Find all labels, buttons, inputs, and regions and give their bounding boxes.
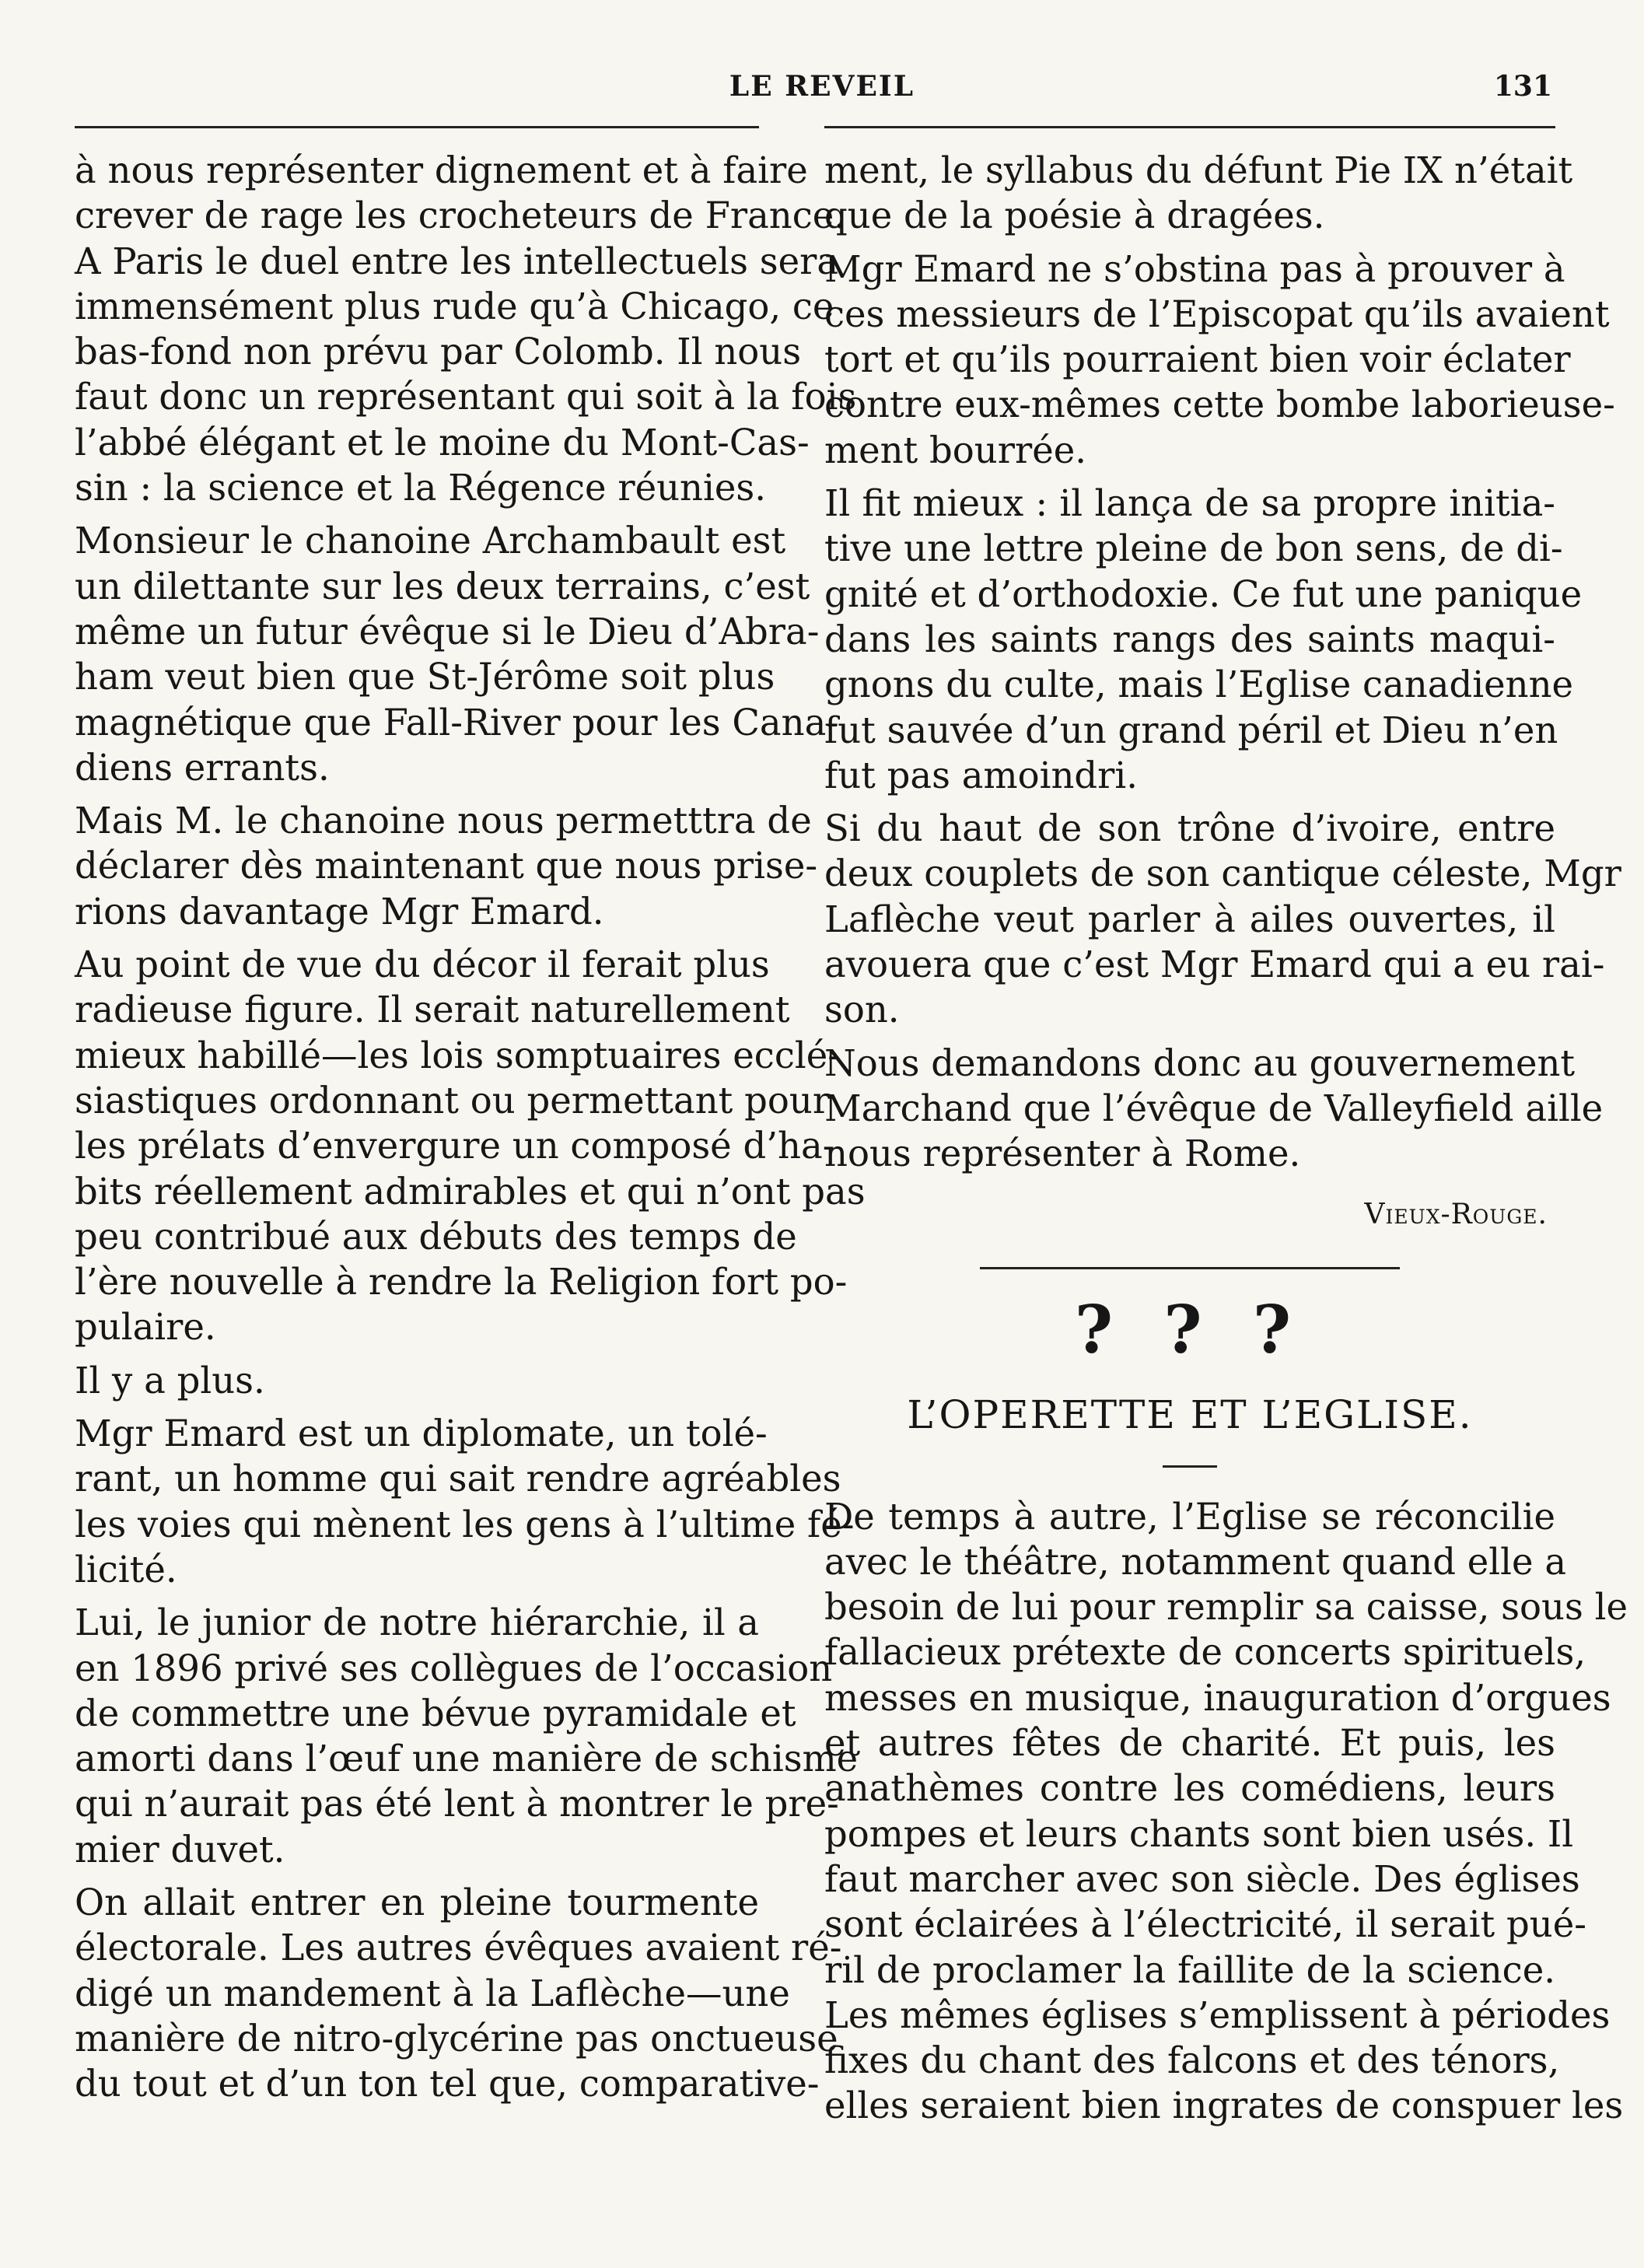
text-line: peu contribué aux débuts des temps de — [75, 1215, 797, 1258]
text-line: pompes et leurs chants sont bien usés. Il — [824, 1812, 1574, 1855]
paragraph — [824, 806, 1621, 1032]
text-line: un dilettante sur les deux terrains, c’est — [75, 565, 810, 607]
text-line: sin : la science et la Régence réunies. — [75, 467, 767, 509]
text-line: déclarer dès maintenant que nous prise- — [75, 845, 818, 887]
text-line: bits réellement admirables et qui n’ont pas — [75, 1170, 866, 1213]
paragraph — [824, 1041, 1604, 1177]
text-line: messes en musique, inauguration d’orgues — [824, 1676, 1611, 1719]
text-line: Il fit mieux : il lança de sa propre initia- — [824, 482, 1555, 525]
section-divider — [980, 1267, 1400, 1269]
text-line: dans les saints rangs des saints maqui- — [824, 618, 1555, 660]
text-line: Marchand que l’évêque de Valleyfield aille — [824, 1087, 1604, 1129]
paragraph — [824, 148, 1573, 239]
text-line: même un futur évêque si le Dieu d’Abra- — [75, 610, 820, 653]
text-line: faut marcher avec son siècle. Des églises — [824, 1857, 1580, 1900]
text-line: radieuse figure. Il serait naturellement — [75, 989, 790, 1031]
text-line: fallacieux prétexte de concerts spirituels, — [824, 1631, 1586, 1674]
text-line: diens errants. — [75, 746, 330, 789]
text-line: fut sauvée d’un grand péril et Dieu n’en — [824, 709, 1558, 751]
right-column — [824, 148, 1628, 2129]
text-line: rions davantage Mgr Emard. — [75, 890, 604, 933]
text-line: Au point de vue du décor il ferait plus — [75, 943, 770, 986]
text-line: avouera que c’est Mgr Emard qui a eu rai- — [824, 943, 1605, 986]
text-line: les prélats d’envergure un composé d’ha- — [75, 1125, 835, 1167]
text-line: De temps à autre, l’Eglise se réconcilie — [824, 1495, 1555, 1538]
text-line: sont éclairées à l’électricité, il serait pué- — [824, 1903, 1586, 1946]
text-line: et autres fêtes de charité. Et puis, les — [824, 1722, 1555, 1765]
text-line: qui n’aurait pas été lent à montrer le pre- — [75, 1783, 839, 1825]
text-line: Mais M. le chanoine nous permetttra de — [75, 800, 812, 842]
text-line: rant, un homme qui sait rendre agréables — [75, 1458, 841, 1500]
text-line: Monsieur le chanoine Archambault est — [75, 520, 786, 562]
paragraph — [75, 1600, 859, 1872]
text-line: l’abbé élégant et le moine du Mont-Cas- — [75, 421, 810, 464]
left-column — [75, 148, 866, 2106]
text-line: Les mêmes églises s’emplissent à périodes — [824, 1993, 1611, 2036]
text-line: mier duvet. — [75, 1828, 285, 1871]
paragraph — [75, 1358, 759, 1403]
paragraph — [75, 518, 839, 790]
text-line: siastiques ordonnant ou permettant pour — [75, 1079, 831, 1122]
text-line: magnétique que Fall-River pour les Cana- — [75, 701, 839, 744]
text-line: ment, le syllabus du défunt Pie IX n’était — [824, 149, 1573, 191]
text-line: Il y a plus. — [75, 1359, 265, 1402]
text-line: à nous représenter dignement et à faire — [75, 149, 808, 191]
text-line: digé un mandement à la Laflèche—une — [75, 1972, 790, 2014]
text-line: anathèmes contre les comédiens, leurs — [824, 1767, 1555, 1810]
text-line: deux couplets de son cantique céleste, Mgr — [824, 852, 1621, 895]
text-line: gnons du culte, mais l’Eglise canadienne — [824, 663, 1574, 706]
paragraph — [75, 1411, 855, 1592]
text-line: gnité et d’orthodoxie. Ce fut une panique — [824, 572, 1583, 615]
right-column-paragraphs — [824, 148, 1621, 1177]
text-line: tort et qu’ils pourraient bien voir éclater — [824, 338, 1571, 381]
title-dash — [1163, 1465, 1217, 1468]
page-header — [0, 70, 1644, 117]
section-title: L’OPERETTE ET L’EGLISE. — [907, 1391, 1473, 1437]
text-line: A Paris le duel entre les intellectuels sera — [75, 240, 839, 282]
text-line: crever de rage les crocheteurs de France. — [75, 194, 846, 237]
text-line: en 1896 privé ses collègues de l’occasion — [75, 1647, 833, 1689]
author-signature: Vieux-Rouge. — [1364, 1198, 1548, 1230]
text-line: Laflèche veut parler à ailes ouvertes, il — [824, 898, 1555, 940]
text-line: tive une lettre pleine de bon sens, de di- — [824, 527, 1563, 570]
header-rule-left — [75, 126, 759, 128]
text-line: l’ère nouvelle à rendre la Religion fort po- — [75, 1261, 848, 1304]
header-rule-right — [824, 126, 1555, 128]
text-line: les voies qui mènent les gens à l’ultime fé- — [75, 1503, 855, 1545]
paragraph — [75, 1880, 842, 2106]
paragraph — [824, 247, 1615, 473]
text-line: contre eux-mêmes cette bombe laborieuse- — [824, 383, 1615, 426]
text-line: pulaire. — [75, 1306, 216, 1349]
text-line: son. — [824, 989, 900, 1031]
text-line: faut donc un représentant qui soit à la fois — [75, 376, 857, 418]
text-line: ham veut bien que St-Jérôme soit plus — [75, 656, 775, 698]
text-line: Mgr Emard ne s’obstina pas à prouver à — [824, 247, 1565, 290]
text-line: amorti dans l’œuf une manière de schisme — [75, 1738, 859, 1780]
page-number: 131 — [1493, 70, 1552, 103]
text-line: de commettre une bévue pyramidale et — [75, 1692, 796, 1734]
text-line: électorale. Les autres évêques avaient ré- — [75, 1927, 842, 1969]
text-line: nous représenter à Rome. — [824, 1132, 1301, 1175]
running-title: LE REVEIL — [729, 70, 915, 103]
text-line: Si du haut de son trône d’ivoire, entre — [824, 807, 1555, 850]
text-line: que de la poésie à dragées. — [824, 194, 1325, 237]
text-line: elles seraient bien ingrates de conspuer les — [824, 2084, 1624, 2127]
text-line: licité. — [75, 1548, 177, 1591]
text-line: manière de nitro-glycérine pas onctueuse — [75, 2017, 838, 2060]
text-line: On allait entrer en pleine tourmente — [75, 1881, 759, 1923]
text-line: bas-fond non prévu par Colomb. Il nous — [75, 331, 802, 373]
text-line: ril de proclamer la faillite de la science. — [824, 1948, 1555, 1991]
text-line: avec le théâtre, notamment quand elle a — [824, 1540, 1567, 1583]
section-paragraph — [824, 1494, 1628, 2129]
paragraph — [824, 481, 1583, 798]
section-marks: ? ? ? — [1074, 1290, 1306, 1368]
text-line: Mgr Emard est un diplomate, un tolé- — [75, 1412, 768, 1455]
paragraph — [75, 148, 857, 510]
text-line: ment bourrée. — [824, 429, 1087, 471]
text-line: Nous demandons donc au gouvernement — [824, 1041, 1576, 1084]
text-line: mieux habillé—les lois somptuaires ecclé- — [75, 1034, 840, 1076]
text-line: besoin de lui pour remplir sa caisse, sous le — [824, 1586, 1628, 1629]
text-line: du tout et d’un ton tel que, comparative- — [75, 2063, 820, 2105]
text-line: ces messieurs de l’Episcopat qu’ils avaient — [824, 292, 1610, 335]
text-line: fixes du chant des falcons et des ténors, — [824, 2039, 1560, 2082]
paragraph — [75, 798, 818, 934]
text-line: Lui, le junior de notre hiérarchie, il a — [75, 1601, 759, 1644]
text-line: fut pas amoindri. — [824, 754, 1139, 796]
text-line: immensément plus rude qu’à Chicago, ce — [75, 285, 834, 327]
